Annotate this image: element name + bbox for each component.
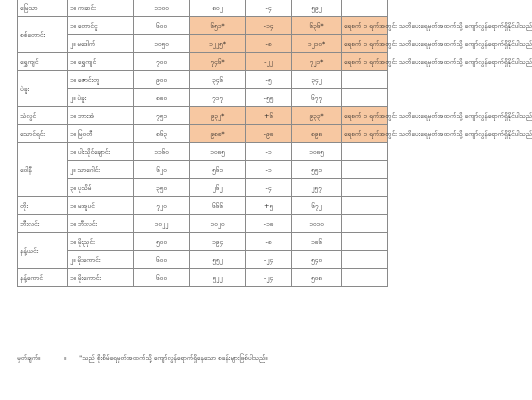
remark-cell	[342, 143, 388, 161]
table-row	[18, 251, 388, 269]
region-cell: ဝေါနီ	[18, 143, 68, 197]
change-cell: -၅	[246, 71, 292, 89]
footnote-text: "သည် စိုးစိမ်ရေမှတ်အထက်သို့ ကျော်လွန်ရောက်ရှိနေသော စခန်းများဖြစ်ပါသည်။	[79, 354, 268, 362]
remark-cell	[342, 71, 388, 89]
station-cell: ၁။ ရွှေကျင်	[68, 53, 134, 71]
table-row	[18, 53, 388, 71]
footnote-mark: ။	[64, 354, 67, 362]
region-cell: သောင်ရင်း	[18, 125, 68, 143]
change-cell: -၁	[246, 143, 292, 161]
water-level-table	[17, 0, 532, 287]
table-row	[18, 179, 388, 197]
station-cell: ၁။ မအူပင်	[68, 197, 134, 215]
forecast-level-cell: ၆၇၇	[292, 89, 342, 107]
remark-cell: ရေစက် ၁ ရက်အတွင်း သတိပေးရေမှတ်အထက်သို့ ကျော်လွန်ရောက်ရှိနိုင်ပါသည်	[342, 53, 388, 71]
table-row	[18, 17, 388, 35]
table-row	[18, 197, 388, 215]
forecast-level-cell: ၁၀၈၅	[292, 143, 342, 161]
station-cell: ၂။ ပဲခူး	[68, 89, 134, 107]
station-cell: ၁။ ဘီးလင်း	[68, 215, 134, 233]
station-cell: ၁။ တောင်ငူ	[68, 17, 134, 35]
station-cell: ၂။ သာဂေါင်း	[68, 161, 134, 179]
remark-cell	[342, 89, 388, 107]
current-level-cell: ၁၀၈၅	[190, 143, 246, 161]
forecast-level-cell: ၅၉၂	[292, 0, 342, 17]
remark-cell: ရေစက် ၁ ရက်အတွင်း သတိပေးရေမှတ်အထက်သို့ ကျော်လွန်ရောက်ရှိနိုင်ပါသည်	[342, 107, 388, 125]
remark-cell: ရေစက် ၁ ရက်အတွင်း သတိပေးရေမှတ်အထက်သို့ ကျော်လွန်ရောက်ရှိနိုင်ပါသည်	[342, 125, 388, 143]
change-cell: -၁၈	[246, 215, 292, 233]
table-body	[18, 0, 532, 287]
current-level-cell: ၅၂၂	[190, 269, 246, 287]
forecast-level-cell: ၆၃၆*	[292, 17, 342, 35]
danger-level-cell: ၆၀၀	[134, 251, 190, 269]
table-row	[18, 215, 388, 233]
region-cell: ပဲခူး	[18, 71, 68, 107]
change-cell: -၁	[246, 161, 292, 179]
region-cell: ရွှေကျင်	[18, 53, 68, 71]
forecast-level-cell: ၈၉၈	[292, 125, 342, 143]
current-level-cell: ၅၅၂	[190, 251, 246, 269]
danger-level-cell: ၈၈၀	[134, 89, 190, 107]
region-cell: ဘီးလင်း	[18, 215, 68, 233]
region-cell: နန့်ယင်း	[18, 233, 68, 269]
danger-level-cell: ၇၅၁	[134, 107, 190, 125]
forecast-level-cell: ၅၅၁	[292, 161, 342, 179]
remark-cell	[342, 197, 388, 215]
footnote	[17, 354, 387, 362]
table-row	[18, 125, 388, 143]
remark-cell	[342, 233, 388, 251]
current-level-cell: ၇၄၆*	[190, 53, 246, 71]
forecast-level-cell: ၁၈၆	[292, 233, 342, 251]
forecast-level-cell: ၃၄၂	[292, 71, 342, 89]
change-cell: +၅	[246, 197, 292, 215]
station-cell: ၁။ ဇောင်းတူ	[68, 71, 134, 89]
change-cell: +၆	[246, 107, 292, 125]
current-level-cell: ၁၉၄	[190, 233, 246, 251]
current-level-cell: ၃၄၆	[190, 71, 246, 89]
forecast-level-cell: ၅၄၀	[292, 251, 342, 269]
change-cell: -၄	[246, 179, 292, 197]
current-level-cell: ၈၀၂	[190, 0, 246, 17]
footnote-label: မှတ်ချက်။	[17, 354, 41, 362]
remark-cell: ရေစက် ၁ ရက်အတွင်း သတိပေးရေမှတ်အထက်သို့ ကျော်လွန်ရောက်ရှိနိုင်ပါသည်	[342, 35, 388, 53]
change-cell: -၉၈	[246, 125, 292, 143]
forecast-level-cell: ၉၃၃*	[292, 107, 342, 125]
remark-cell	[342, 251, 388, 269]
forecast-level-cell: ၂၅၇	[292, 179, 342, 197]
region-cell: မြေသာ	[18, 0, 68, 17]
change-cell: -၈	[246, 35, 292, 53]
table-row	[18, 35, 388, 53]
forecast-level-cell: ၅၀၈	[292, 269, 342, 287]
table-row	[18, 233, 388, 251]
region-cell: သံလွင်	[18, 107, 68, 125]
table-row	[18, 71, 388, 89]
danger-level-cell: ၅၀၀	[134, 233, 190, 251]
remark-cell	[342, 215, 388, 233]
table-row	[18, 107, 388, 125]
danger-level-cell: ၁၀၂၂	[134, 215, 190, 233]
remark-cell	[342, 179, 388, 197]
region-cell: စစ်တောင်း	[18, 17, 68, 53]
forecast-level-cell: ၇၂၁*	[292, 53, 342, 71]
region-cell: နန့်ကောင်	[18, 269, 68, 287]
station-cell: ၁။ မိုးညှင်း	[68, 233, 134, 251]
remark-cell	[342, 0, 388, 17]
current-level-cell: ၅၆၁	[190, 161, 246, 179]
current-level-cell: ၆၅၁*	[190, 17, 246, 35]
current-level-cell: ၆၆၆	[190, 197, 246, 215]
forecast-level-cell: ၁၂၁၀*	[292, 35, 342, 53]
remark-cell	[342, 161, 388, 179]
region-cell: တိုး	[18, 197, 68, 215]
current-level-cell: ၇၁၇	[190, 89, 246, 107]
danger-level-cell: ၆၀၀	[134, 269, 190, 287]
change-cell: -၁၄	[246, 17, 292, 35]
danger-level-cell: ၇၀၀	[134, 53, 190, 71]
danger-level-cell: ၉၀၀	[134, 71, 190, 89]
change-cell: -၅၅	[246, 89, 292, 107]
danger-level-cell: ၁၁၆၀	[134, 143, 190, 161]
station-cell: ၂။ မဒေါက်	[68, 35, 134, 53]
change-cell: -၄	[246, 0, 292, 17]
table-row	[18, 161, 388, 179]
station-cell: ၂။ မိုးကောင်း	[68, 251, 134, 269]
station-cell: ၁။ မြဝတီ	[68, 125, 134, 143]
change-cell: -၂၄	[246, 269, 292, 287]
table-row	[18, 143, 388, 161]
forecast-level-cell: ၆၇၂	[292, 197, 342, 215]
remark-cell	[342, 269, 388, 287]
station-cell: ၁။ ဘားအံ	[68, 107, 134, 125]
danger-level-cell: ၃၅၀	[134, 179, 190, 197]
change-cell: -၂၄	[246, 251, 292, 269]
station-cell: ၃။ ပုသိမ်	[68, 179, 134, 197]
table-row	[18, 269, 388, 287]
change-cell: -၂၂	[246, 53, 292, 71]
danger-level-cell: ၁၁၀၀	[134, 0, 190, 17]
current-level-cell: ၁၂၂၅*	[190, 35, 246, 53]
station-cell: ၁။ မိုးကောင်း	[68, 269, 134, 287]
change-cell: -၈	[246, 233, 292, 251]
current-level-cell: ၉၈၈*	[190, 125, 246, 143]
danger-level-cell: ၇၂၀	[134, 197, 190, 215]
current-level-cell: ၂၆၂	[190, 179, 246, 197]
danger-level-cell: ၆၂၀	[134, 161, 190, 179]
station-cell: ၁။ ပါးသိုင်ချောင်း	[68, 143, 134, 161]
danger-level-cell: ၈၆၃	[134, 125, 190, 143]
danger-level-cell: ၆၀၀	[134, 17, 190, 35]
forecast-level-cell: ၁၀၁၀	[292, 215, 342, 233]
danger-level-cell: ၁၀၅၀	[134, 35, 190, 53]
remark-cell: ရေစက် ၁ ရက်အတွင်း သတိပေးရေမှတ်အထက်သို့ ကျော်လွန်ရောက်ရှိနိုင်ပါသည်	[342, 17, 388, 35]
table-row	[18, 0, 388, 17]
table-row	[18, 89, 388, 107]
current-level-cell: ၉၃၂*	[190, 107, 246, 125]
current-level-cell: ၁၀၂၀	[190, 215, 246, 233]
station-cell: ၁။ ကဆင်း	[68, 0, 134, 17]
